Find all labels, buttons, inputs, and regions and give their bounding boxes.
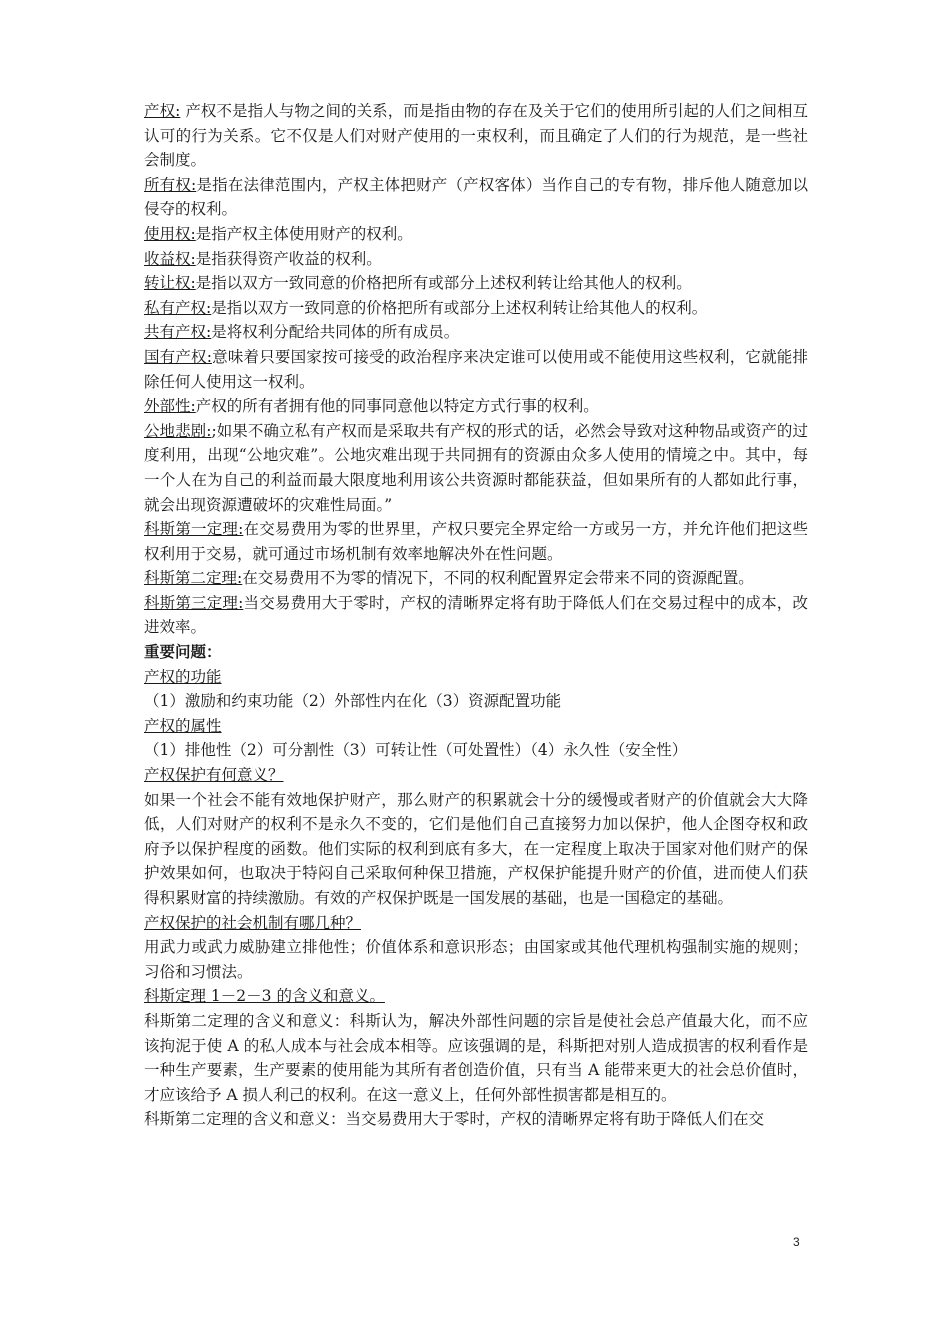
definition-coase-first — [144, 517, 808, 566]
definition-income-right — [144, 247, 808, 272]
question-title: 产权的功能 — [144, 667, 222, 686]
definition-text: 是指以双方一致同意的价格把所有或部分上述权利转让给其他人的权利。 — [195, 274, 692, 293]
definition-property-right — [144, 99, 808, 173]
definition-state-property — [144, 345, 808, 394]
coase-paragraph: 科斯第二定理的含义和意义：科斯认为，解决外部性问题的宗旨是使社会总产值最大化，而不应该拘泥于使 A 的私人成本与社会成本相等。应该强调的是，科斯把对别人造成损害的权利看作是一种生产要素，生产要素的使用能为其所有者创造价值，只有当 A 能带来更大的社会总价值时，才应该给予 A 损人利己的权利。在这一意义上，任何外部性损害都是相互的。 — [144, 1011, 808, 1104]
definition-text: 产权不是指人与物之间的关系，而是指由物的存在及关于它们的使用所引起的人们之间相互认可的行为关系。它不仅是人们对财产使用的一束权利，而且确定了人们的行为规范，是一些社会制度。 — [144, 102, 808, 170]
definition-text: 当交易费用大于零时，产权的清晰界定将有助于降低人们在交易过程中的成本，改进效率。 — [144, 593, 808, 637]
definition-text: 意味着只要国家按可接受的政治程序来决定谁可以使用或不能使用这些权利，它就能排除任何人使用这一权利。 — [144, 347, 808, 391]
definition-private-property — [144, 296, 808, 321]
definition-term: 私有产权: — [144, 298, 212, 317]
question-body: （1）排他性（2）可分割性（3）可转让性（可处置性）（4）永久性（安全性） — [144, 741, 688, 760]
definition-term: 科斯第二定理: — [144, 569, 243, 588]
definition-text: 在交易费用不为零的情况下，不同的权利配置界定会带来不同的资源配置。 — [242, 569, 754, 588]
definition-term: 公地悲剧: — [144, 421, 212, 440]
definition-text: ;如果不确立私有产权而是采取共有产权的形式的话，必然会导致对这种物品或资产的过度利用，出现“公地灾难”。公地灾难出现于共同拥有的资源由众多人使用的情境之中。其中，每一个人在为自己的利益而最大限度地利用该公共资源时都能获益，但如果所有的人都如此行事，就会出现资源遭破坏的灾难性局面。” — [144, 421, 808, 514]
page-content — [144, 99, 808, 1132]
definition-term: 共有产权: — [144, 323, 212, 342]
definition-text: 是指获得资产收益的权利。 — [195, 249, 382, 268]
definition-text: 是指以双方一致同意的价格把所有或部分上述权利转让给其他人的权利。 — [211, 298, 708, 317]
definition-coase-second — [144, 566, 808, 591]
definition-coase-third — [144, 591, 808, 640]
definition-tragedy-of-commons — [144, 419, 808, 517]
definition-text: 是指在法律范围内，产权主体把财产（产权客体）当作自己的专有物，排斥他人随意加以侵夺的权利。 — [144, 175, 808, 219]
question-title: 产权的属性 — [144, 716, 222, 735]
definition-term: 科斯第三定理: — [144, 593, 244, 612]
page-number: 3 — [793, 1235, 800, 1249]
definition-text: 是将权利分配给共同体的所有成员。 — [211, 323, 460, 342]
coase-paragraph: 科斯第二定理的含义和意义：当交易费用大于零时，产权的清晰界定将有助于降低人们在交 — [144, 1110, 765, 1129]
section-heading: 重要问题： — [144, 642, 222, 662]
question-body: （1）激励和约束功能（2）外部性内在化（3）资源配置功能 — [144, 692, 562, 711]
definition-text: 在交易费用为零的世界里，产权只要完全界定给一方或另一方，并允许他们把这些权利用于交易，就可通过市场机制有效率地解决外在性问题。 — [144, 520, 808, 563]
definition-term: 收益权: — [144, 249, 196, 268]
definition-term: 科斯第一定理: — [144, 520, 244, 539]
definition-term: 所有权: — [144, 175, 197, 194]
definition-term: 使用权: — [144, 224, 196, 243]
coase-heading: 科斯定理 1－2－3 的含义和意义。 — [144, 987, 385, 1006]
definition-common-property — [144, 320, 808, 345]
question-body: 如果一个社会不能有效地保护财产，那么财产的积累就会十分的缓慢或者财产的价值就会大大降低，人们对财产的权利不是永久不变的，它们是他们自己直接努力加以保护，他人企图夺权和政府予以保护程度的函数。他们实际的权利到底有多大，在一定程度上取决于国家对他们财产的保护效果如何，也取决于特闷自己采取何种保卫措施，产权保护能提升财产的价值，进而使人们获得积累财富的持续激励。有效的产权保护既是一国发展的基础，也是一国稳定的基础。 — [144, 790, 808, 907]
definition-term: 产权: — [144, 102, 181, 120]
definition-use-right — [144, 222, 808, 247]
definition-term: 国有产权: — [144, 347, 212, 366]
definition-text: 产权的所有者拥有他的同事同意他以特定方式行事的权利。 — [195, 397, 599, 416]
definition-externality — [144, 394, 808, 419]
definition-term: 外部性: — [144, 397, 196, 416]
question-title: 产权保护的社会机制有哪几种？ — [144, 913, 362, 932]
question-body: 用武力或武力威胁建立排他性；价值体系和意识形态；由国家或其他代理机构强制实施的规则；习俗和习惯法。 — [144, 938, 808, 981]
question-title: 产权保护有何意义？ — [144, 766, 284, 785]
definition-ownership — [144, 173, 808, 222]
definition-term: 转让权: — [144, 274, 196, 293]
definition-text: 是指产权主体使用财产的权利。 — [195, 224, 413, 243]
definition-transfer-right — [144, 271, 808, 296]
